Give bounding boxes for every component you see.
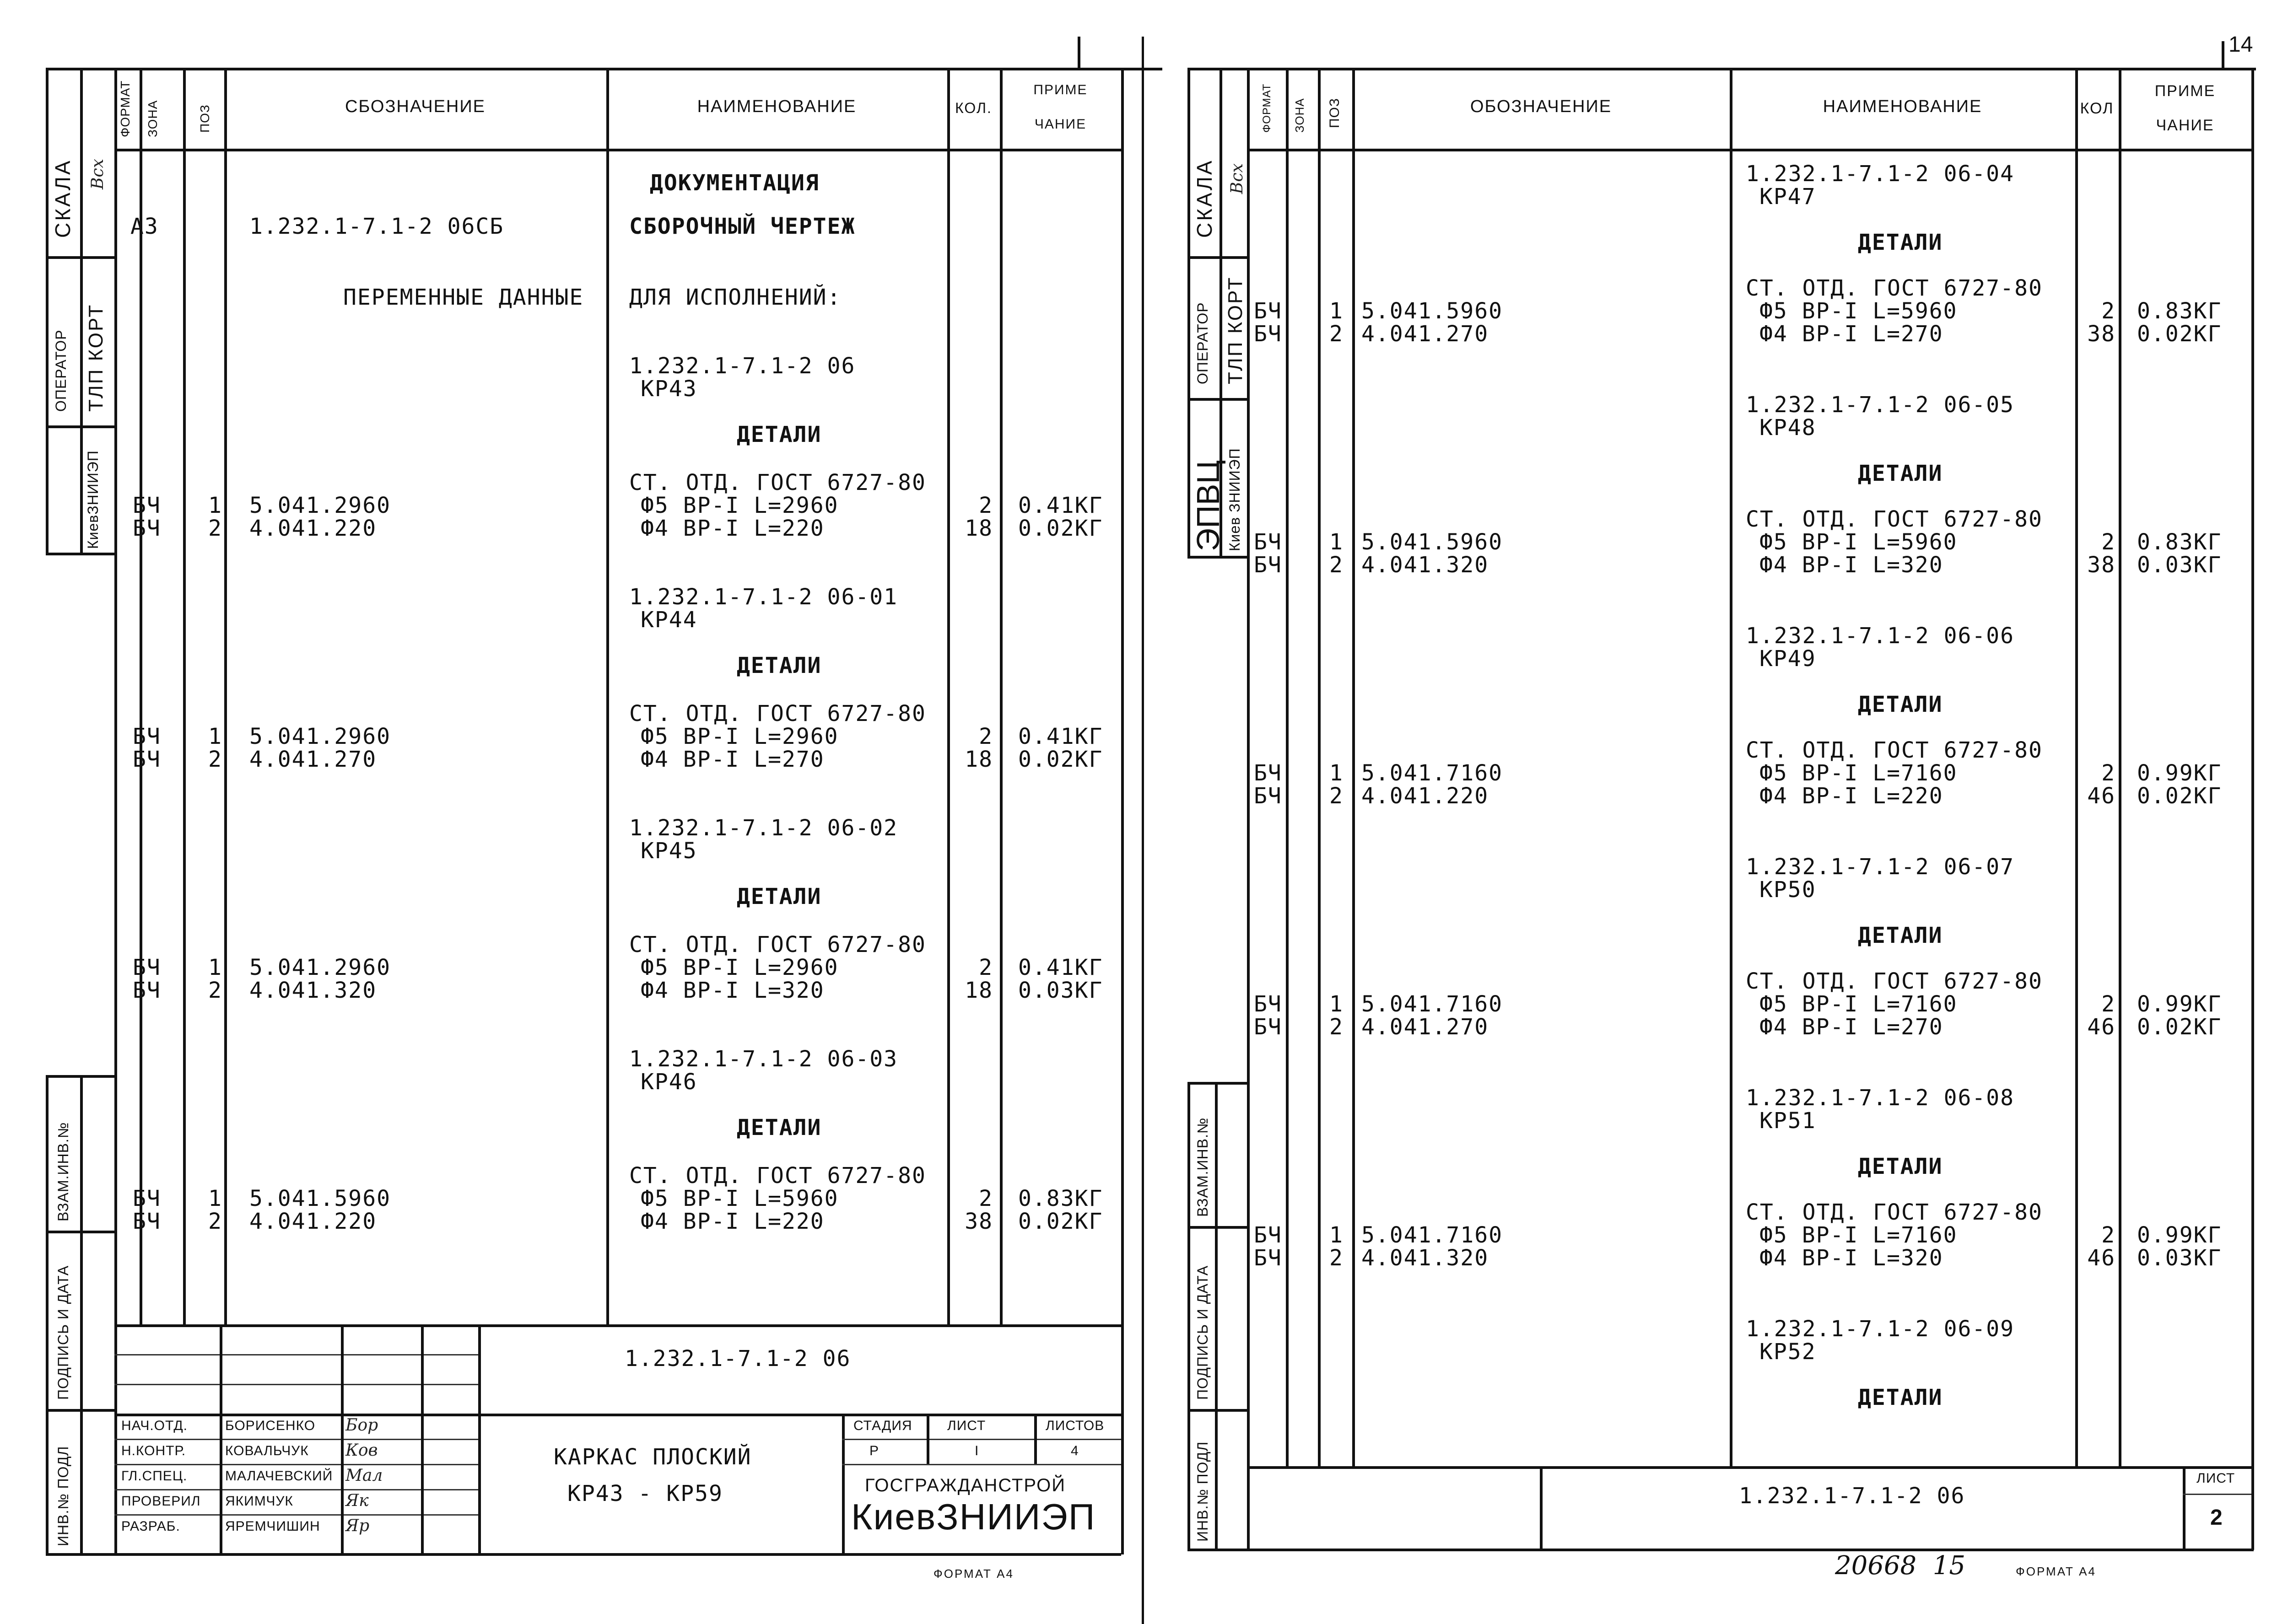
stamp-inv-podl: ИНВ.№ ПОДЛ	[55, 1446, 71, 1546]
row-designation: 4.041.220	[1361, 783, 1489, 809]
row-note: 0.41КГ	[1018, 493, 1103, 518]
section-code: 1.232.1-7.1-2 06-02	[629, 815, 898, 841]
row-name: Ф4 ВР-I L=320	[1759, 552, 1943, 578]
row-qty: 18	[965, 978, 993, 1003]
section-code: 1.232.1-7.1-2 06-08	[1746, 1085, 2015, 1111]
section-mark: КР47	[1759, 184, 1816, 210]
first-row-designation: 1.232.1-7.1-2 06СБ	[249, 214, 504, 239]
section-mark: КР50	[1759, 877, 1816, 903]
role-name: ЯКИМЧУК	[225, 1494, 293, 1509]
row-name: Ф5 ВР-I L=2960	[641, 493, 839, 518]
header-qty: КОЛ	[2080, 100, 2114, 117]
first-row-format: А3	[130, 214, 159, 239]
footer-format: ФОРМАТ А4	[934, 1567, 1014, 1581]
row-zone: БЧ	[1254, 1222, 1282, 1248]
row-pos: 2	[1329, 1245, 1344, 1271]
row-pos: 1	[208, 724, 222, 749]
page-divider	[1142, 37, 1144, 1624]
section-details: ДЕТАЛИ	[737, 1115, 822, 1140]
row-zone: БЧ	[1254, 321, 1282, 347]
row-note: 0.02КГ	[2137, 1014, 2222, 1040]
row-designation: 5.041.5960	[249, 1186, 391, 1211]
section-code: 1.232.1-7.1-2 06-05	[1746, 392, 2015, 418]
header-name: НАИМЕНОВАНИЕ	[1823, 97, 1982, 116]
title-doc-code: 1.232.1-7.1-2 06	[1739, 1483, 1965, 1509]
section-code: 1.232.1-7.1-2 06-04	[1746, 161, 2015, 187]
section-mark: КР51	[1759, 1108, 1816, 1134]
row-designation: 5.041.2960	[249, 955, 391, 980]
section-gost: СТ. ОТД. ГОСТ 6727-80	[629, 932, 926, 957]
row-designation: 4.041.320	[1361, 1245, 1489, 1271]
stamp-inv-zam: ВЗАМ.ИНВ.№	[55, 1122, 71, 1221]
org-line-1: ГОСГРАЖДАНСТРОЙ	[865, 1475, 1066, 1495]
stamp-sign-date: ПОДПИСЬ И ДАТА	[55, 1265, 71, 1400]
stamp-scale: СКАЛА	[1193, 159, 1216, 238]
row-zone: БЧ	[133, 1209, 161, 1234]
row-designation: 4.041.270	[1361, 321, 1489, 347]
row-pos: 1	[1329, 1222, 1344, 1248]
sheet-value: 2	[2210, 1506, 2223, 1530]
section-gost: СТ. ОТД. ГОСТ 6727-80	[1746, 1199, 2043, 1225]
section-code: 1.232.1-7.1-2 06-07	[1746, 854, 2015, 880]
stamp-epvc: ЭПВЦ	[1190, 460, 1226, 551]
row-zone: БЧ	[1254, 552, 1282, 578]
section-mark: КР49	[1759, 646, 1816, 672]
row-zone: БЧ	[133, 516, 161, 541]
sheets-label: ЛИСТОВ	[1046, 1418, 1105, 1433]
stamp-operator: ОПЕРАТОР	[1194, 302, 1211, 384]
section-code: 1.232.1-7.1-2 06-09	[1746, 1316, 2015, 1342]
row-pos: 2	[208, 516, 222, 541]
section-details: ДЕТАЛИ	[1858, 1154, 1943, 1179]
title-doc-code: 1.232.1-7.1-2 06	[625, 1346, 851, 1371]
row-note: 0.02КГ	[1018, 516, 1103, 541]
row-pos: 1	[1329, 298, 1344, 324]
row-zone: БЧ	[1254, 298, 1282, 324]
org-line-2: КиевЗНИИЭП	[851, 1496, 1096, 1537]
row-designation: 5.041.5960	[1361, 298, 1503, 324]
row-qty: 38	[2087, 552, 2115, 578]
row-qty: 18	[965, 516, 993, 541]
sheet-label: ЛИСТ	[2196, 1471, 2235, 1486]
role-name: КОВАЛЬЧУК	[225, 1443, 309, 1458]
row-designation: 4.041.320	[249, 978, 377, 1003]
handwritten-number: 20668 15	[1835, 1551, 1966, 1581]
stamp-tlp: ТЛП КОРТ	[1224, 276, 1247, 384]
stamp-sign-date: ПОДПИСЬ И ДАТА	[1194, 1265, 1211, 1400]
row-note: 0.03КГ	[1018, 978, 1103, 1003]
role-label: ГЛ.СПЕЦ.	[121, 1468, 188, 1484]
row-qty: 2	[979, 724, 993, 749]
section-details: ДЕТАЛИ	[737, 653, 822, 678]
row-name: Ф5 ВР-I L=2960	[641, 955, 839, 980]
header-zone: ЗОНА	[1293, 98, 1306, 133]
row-pos: 2	[1329, 552, 1344, 578]
row-designation: 5.041.2960	[249, 493, 391, 518]
signature: Бор	[345, 1416, 378, 1435]
stamp-inv-zam: ВЗАМ.ИНВ.№	[1194, 1117, 1211, 1217]
section-mark: КР52	[1759, 1339, 1816, 1365]
section-mark: КР43	[641, 376, 697, 402]
section-details: ДЕТАЛИ	[1858, 1385, 1943, 1410]
stamp-inv-podl: ИНВ.№ ПОДЛ	[1194, 1441, 1211, 1542]
row-pos: 1	[208, 493, 222, 518]
row-qty: 2	[2101, 760, 2115, 786]
row-designation: 5.041.2960	[249, 724, 391, 749]
stamp-org: Киев ЗНИИЭП	[1226, 448, 1243, 551]
row-pos: 1	[1329, 760, 1344, 786]
row-qty: 38	[2087, 321, 2115, 347]
section-gost: СТ. ОТД. ГОСТ 6727-80	[1746, 968, 2043, 994]
row-note: 0.03КГ	[2137, 552, 2222, 578]
row-note: 0.03КГ	[2137, 1245, 2222, 1271]
row-pos: 2	[1329, 321, 1344, 347]
row-note: 0.99КГ	[2137, 760, 2222, 786]
section-details: ДЕТАЛИ	[1858, 461, 1943, 486]
row-name: Ф5 ВР-I L=7160	[1759, 760, 1958, 786]
row-zone: БЧ	[1254, 760, 1282, 786]
role-label: Н.КОНТР.	[121, 1443, 186, 1458]
header-name: НАИМЕНОВАНИЕ	[697, 97, 857, 116]
row-note: 0.41КГ	[1018, 724, 1103, 749]
title-line-2: КР43 - КР59	[567, 1481, 723, 1506]
row-name: Ф4 ВР-I L=270	[641, 747, 825, 772]
row-name: Ф4 ВР-I L=220	[1759, 783, 1943, 809]
variable-label: ПЕРЕМЕННЫЕ ДАННЫЕ	[343, 285, 584, 310]
role-label: РАЗРАБ.	[121, 1519, 180, 1534]
page-corner-number: 14	[2229, 32, 2253, 57]
signature: Мал	[345, 1466, 383, 1485]
section-gost: СТ. ОТД. ГОСТ 6727-80	[629, 1163, 926, 1188]
section-code: 1.232.1-7.1-2 06-03	[629, 1046, 898, 1072]
row-name: Ф4 ВР-I L=220	[641, 1209, 825, 1234]
section-mark: КР45	[641, 838, 697, 864]
row-name: Ф5 ВР-I L=5960	[641, 1186, 839, 1211]
first-row-name: СБОРОЧНЫЙ ЧЕРТЕЖ	[629, 214, 856, 239]
row-qty: 2	[2101, 529, 2115, 555]
row-qty: 46	[2087, 783, 2115, 809]
row-designation: 4.041.320	[1361, 552, 1489, 578]
section-gost: СТ. ОТД. ГОСТ 6727-80	[1746, 737, 2043, 763]
header-note-1: ПРИМЕ	[2154, 82, 2216, 100]
section-code: 1.232.1-7.1-2 06-06	[1746, 623, 2015, 649]
stamp-org: КиевЗНИИЭП	[85, 450, 101, 549]
row-zone: БЧ	[1254, 1014, 1282, 1040]
header-pos: ПОЗ	[1327, 97, 1342, 128]
stamp-scale: СКАЛА	[51, 159, 75, 238]
row-pos: 2	[1329, 1014, 1344, 1040]
row-pos: 2	[208, 1209, 222, 1234]
row-name: Ф5 ВР-I L=7160	[1759, 1222, 1958, 1248]
row-zone: БЧ	[133, 747, 161, 772]
row-zone: БЧ	[133, 978, 161, 1003]
row-note: 0.02КГ	[1018, 747, 1103, 772]
header-pos: ПОЗ	[198, 104, 212, 133]
signature: Як	[345, 1491, 369, 1510]
row-zone: БЧ	[1254, 991, 1282, 1017]
row-note: 0.99КГ	[2137, 991, 2222, 1017]
row-note: 0.02КГ	[1018, 1209, 1103, 1234]
row-pos: 1	[1329, 991, 1344, 1017]
row-pos: 2	[208, 978, 222, 1003]
header-qty: КОЛ.	[955, 100, 992, 116]
row-pos: 1	[1329, 529, 1344, 555]
row-qty: 2	[979, 955, 993, 980]
header-zone: ЗОНА	[146, 100, 160, 137]
role-name: ЯРЕМЧИШИН	[225, 1519, 320, 1534]
row-name: Ф5 ВР-I L=2960	[641, 724, 839, 749]
stage-value: Р	[869, 1443, 880, 1458]
row-note: 0.99КГ	[2137, 1222, 2222, 1248]
title-line-1: КАРКАС ПЛОСКИЙ	[554, 1444, 752, 1470]
row-pos: 1	[208, 955, 222, 980]
section-details: ДЕТАЛИ	[1858, 230, 1943, 255]
sheet-value: I	[975, 1443, 979, 1458]
row-name: Ф4 ВР-I L=320	[641, 978, 825, 1003]
section-mark: КР44	[641, 607, 697, 633]
role-name: БОРИСЕНКО	[225, 1418, 316, 1433]
row-qty: 2	[2101, 298, 2115, 324]
row-zone: БЧ	[133, 1186, 161, 1211]
header-format: ФОРМАТ	[118, 80, 132, 137]
section-gost: СТ. ОТД. ГОСТ 6727-80	[629, 701, 926, 726]
section-code: 1.232.1-7.1-2 06-01	[629, 584, 898, 610]
row-zone: БЧ	[133, 955, 161, 980]
section-mark: КР46	[641, 1069, 697, 1095]
section-mark: КР48	[1759, 415, 1816, 441]
role-label: ПРОВЕРИЛ	[121, 1494, 201, 1509]
header-designation: ОБОЗНАЧЕНИЕ	[1470, 97, 1612, 116]
row-zone: БЧ	[133, 493, 161, 518]
section-details: ДЕТАЛИ	[1858, 692, 1943, 717]
stamp-operator: ОПЕРАТОР	[53, 329, 69, 412]
section-gost: СТ. ОТД. ГОСТ 6727-80	[629, 470, 926, 495]
row-zone: БЧ	[1254, 1245, 1282, 1271]
row-pos: 2	[208, 747, 222, 772]
row-designation: 4.041.220	[249, 516, 377, 541]
row-name: Ф5 ВР-I L=7160	[1759, 991, 1958, 1017]
section-gost: СТ. ОТД. ГОСТ 6727-80	[1746, 506, 2043, 532]
section-gost: СТ. ОТД. ГОСТ 6727-80	[1746, 275, 2043, 301]
row-qty: 2	[979, 493, 993, 518]
row-qty: 46	[2087, 1245, 2115, 1271]
row-note: 0.02КГ	[2137, 321, 2222, 347]
header-note-2: ЧАНИЕ	[1034, 117, 1087, 132]
header-designation: СБОЗНАЧЕНИЕ	[345, 97, 486, 116]
row-zone: БЧ	[1254, 529, 1282, 555]
header-note-2: ЧАНИЕ	[2156, 117, 2214, 134]
row-note: 0.83КГ	[1018, 1186, 1103, 1211]
row-note: 0.41КГ	[1018, 955, 1103, 980]
stage-label: СТАДИЯ	[853, 1418, 912, 1433]
row-pos: 2	[1329, 783, 1344, 809]
row-designation: 5.041.7160	[1361, 1222, 1503, 1248]
row-designation: 4.041.270	[1361, 1014, 1489, 1040]
row-note: 0.83КГ	[2137, 529, 2222, 555]
row-note: 0.02КГ	[2137, 783, 2222, 809]
signature: Яр	[345, 1516, 370, 1535]
row-note: 0.83КГ	[2137, 298, 2222, 324]
row-designation: 5.041.5960	[1361, 529, 1503, 555]
variable-name: ДЛЯ ИСПОЛНЕНИЙ:	[629, 285, 842, 310]
signature: Ков	[345, 1441, 378, 1460]
row-zone: БЧ	[1254, 783, 1282, 809]
role-name: МАЛАЧЕВСКИЙ	[225, 1468, 333, 1484]
row-designation: 4.041.220	[249, 1209, 377, 1234]
row-name: Ф5 ВР-I L=5960	[1759, 298, 1958, 324]
row-name: Ф4 ВР-I L=320	[1759, 1245, 1943, 1271]
doc-title: ДОКУМЕНТАЦИЯ	[650, 170, 820, 196]
section-details: ДЕТАЛИ	[1858, 923, 1943, 948]
sheet-label: ЛИСТ	[947, 1418, 986, 1433]
row-qty: 18	[965, 747, 993, 772]
section-details: ДЕТАЛИ	[737, 884, 822, 909]
stamp-scale-signature: Всх	[1227, 163, 1247, 194]
stamp-scale-signature: Всх	[88, 159, 107, 189]
row-qty: 2	[2101, 991, 2115, 1017]
row-qty: 38	[965, 1209, 993, 1234]
stamp-tlp: ТЛП КОРТ	[85, 303, 107, 412]
sheets-value: 4	[1071, 1443, 1079, 1458]
row-designation: 5.041.7160	[1361, 760, 1503, 786]
row-qty: 46	[2087, 1014, 2115, 1040]
row-designation: 5.041.7160	[1361, 991, 1503, 1017]
row-name: Ф4 ВР-I L=270	[1759, 1014, 1943, 1040]
row-name: Ф5 ВР-I L=5960	[1759, 529, 1958, 555]
row-name: Ф4 ВР-I L=270	[1759, 321, 1943, 347]
header-note-1: ПРИМЕ	[1033, 82, 1088, 97]
row-designation: 4.041.270	[249, 747, 377, 772]
section-details: ДЕТАЛИ	[737, 422, 822, 447]
section-code: 1.232.1-7.1-2 06	[629, 353, 856, 379]
row-name: Ф4 ВР-I L=220	[641, 516, 825, 541]
footer-format: ФОРМАТ А4	[2016, 1565, 2096, 1578]
row-qty: 2	[979, 1186, 993, 1211]
row-qty: 2	[2101, 1222, 2115, 1248]
row-zone: БЧ	[133, 724, 161, 749]
header-format: ФОРМАТ	[1261, 83, 1273, 133]
row-pos: 1	[208, 1186, 222, 1211]
role-label: НАЧ.ОТД.	[121, 1418, 188, 1433]
